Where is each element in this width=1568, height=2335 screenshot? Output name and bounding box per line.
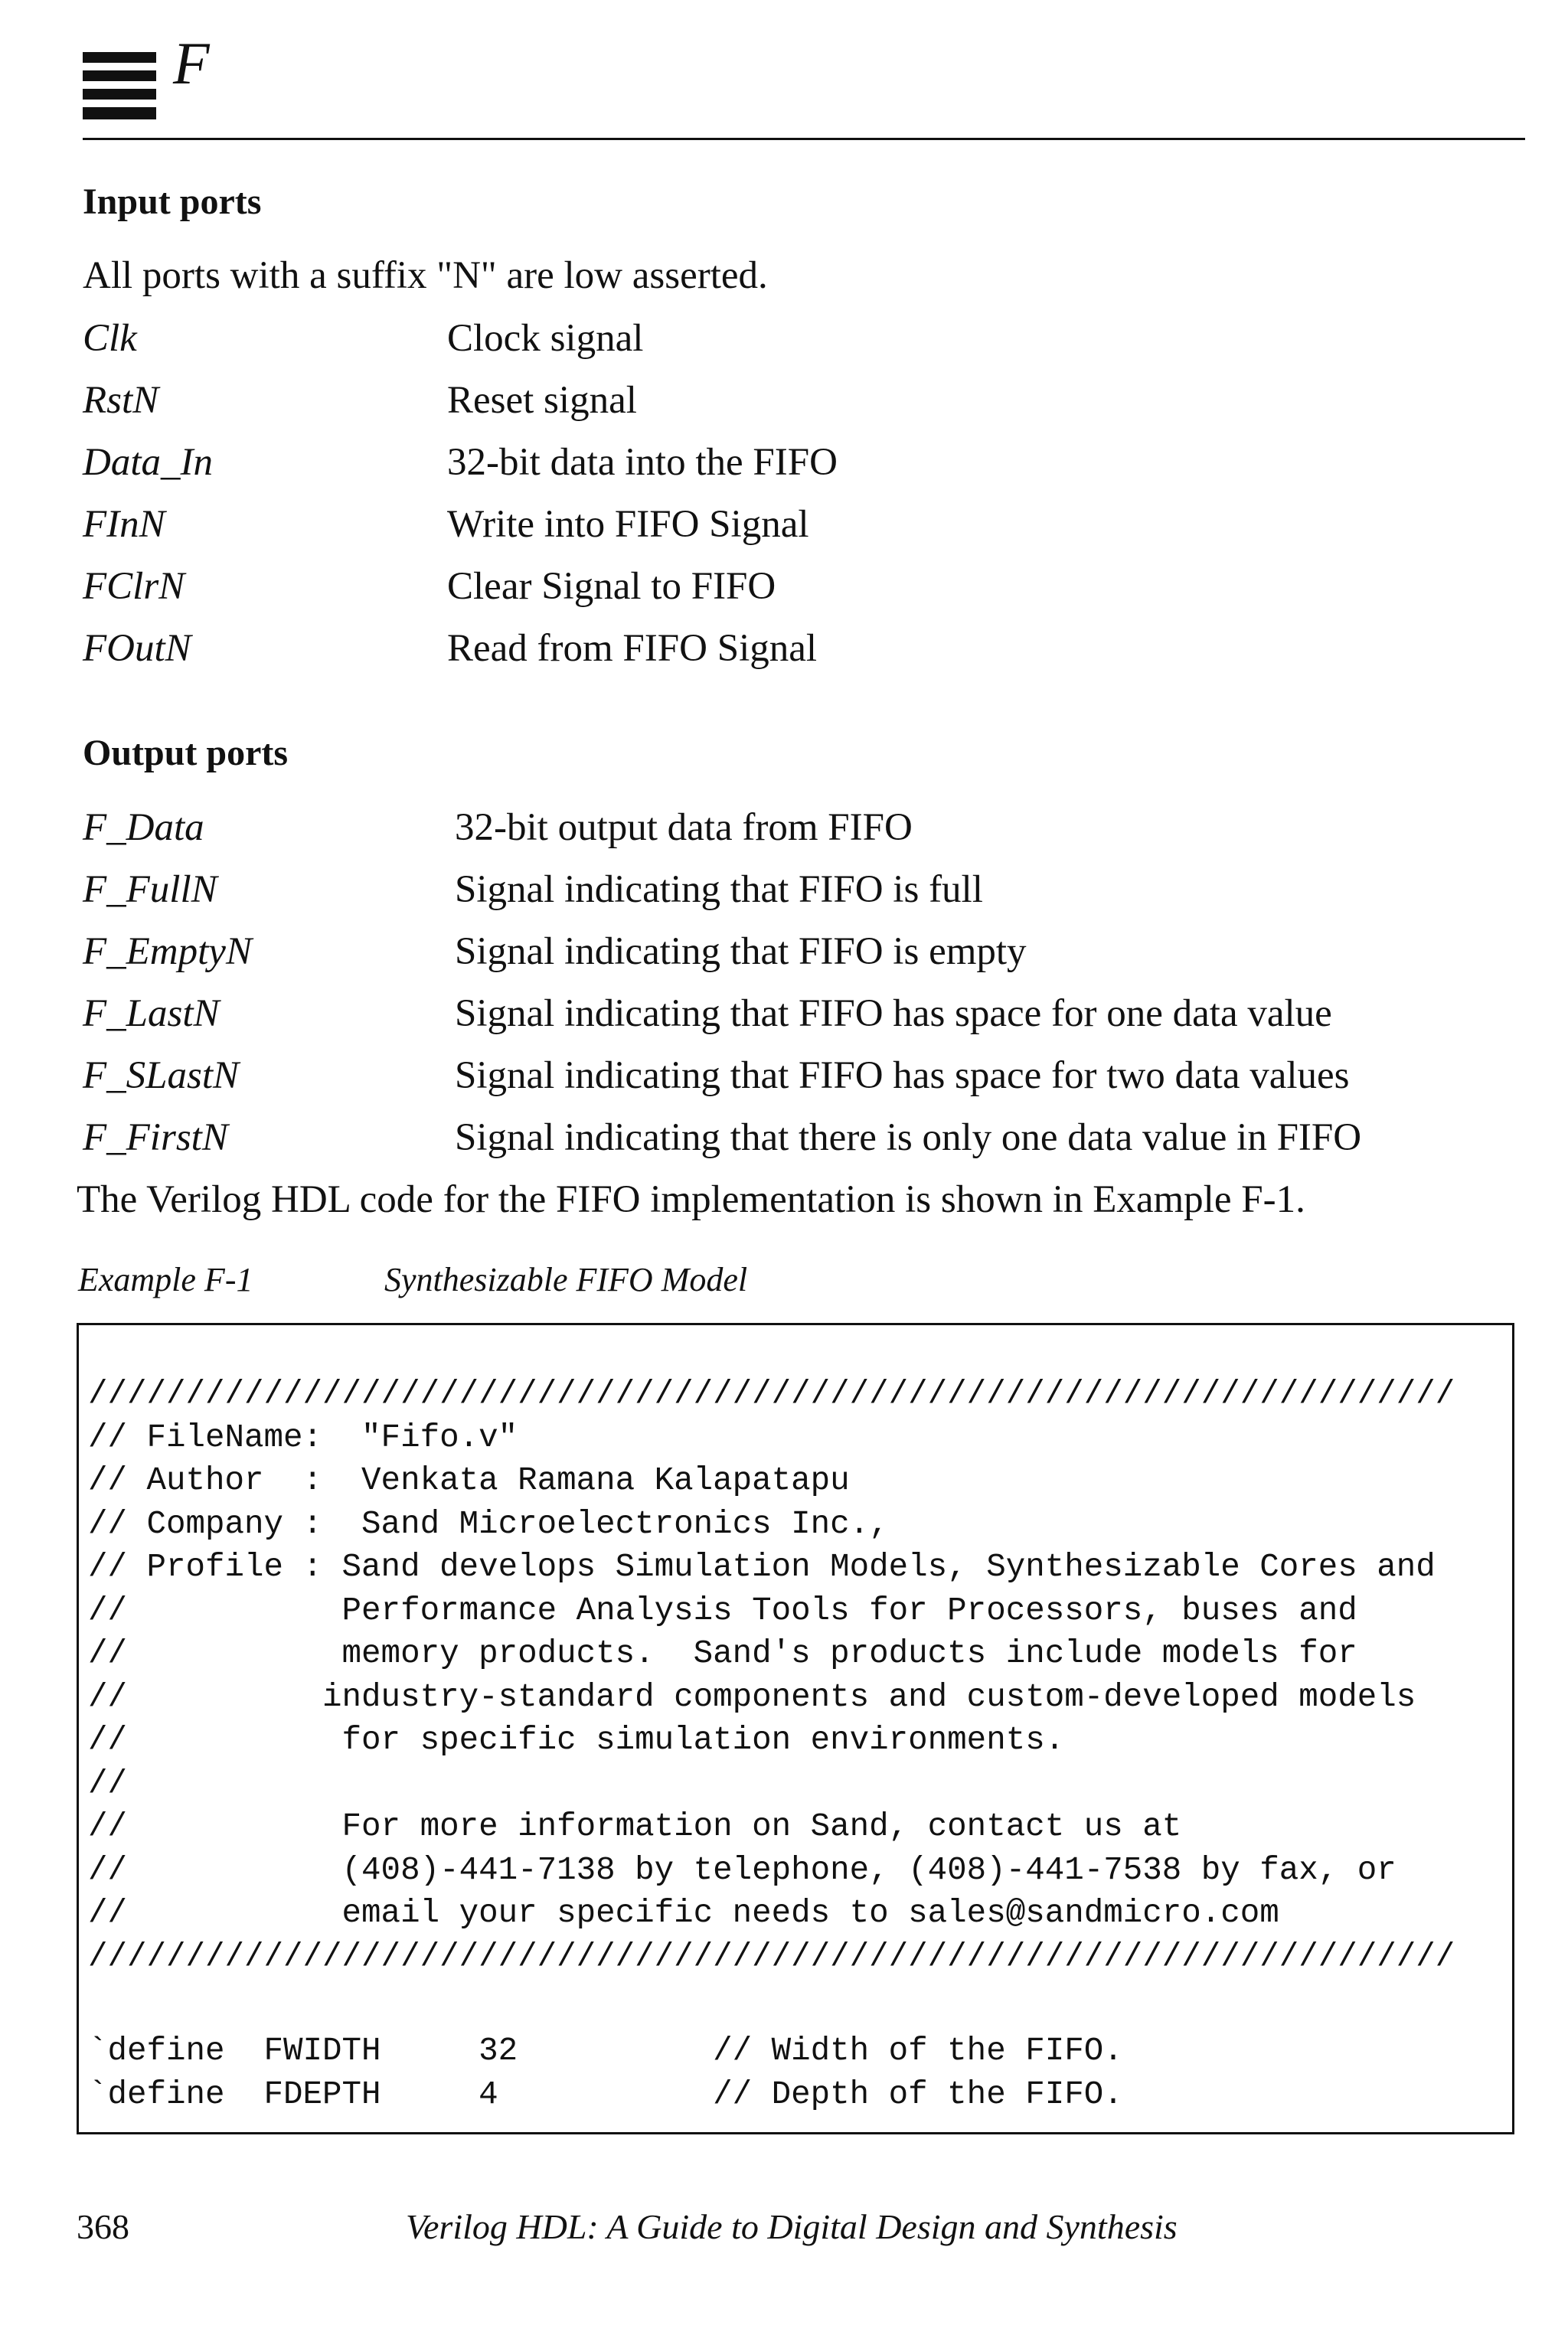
low-asserted-note: All ports with a suffix "N" are low asserted. xyxy=(83,254,768,297)
port-name: F_LastN xyxy=(83,992,220,1035)
running-title: Verilog HDL: A Guide to Digital Design and Synthesis xyxy=(406,2207,1178,2246)
port-name: F_SLastN xyxy=(83,1054,240,1097)
port-description: Clock signal xyxy=(447,317,644,360)
output-ports-heading: Output ports xyxy=(83,733,289,773)
port-description: Signal indicating that FIFO is full xyxy=(455,868,983,911)
port-name: F_FullN xyxy=(83,868,217,911)
port-description: Signal indicating that FIFO is empty xyxy=(455,930,1027,973)
port-name: FClrN xyxy=(83,565,185,608)
example-reference-text: The Verilog HDL code for the FIFO implementation is shown in Example F-1. xyxy=(77,1178,1305,1221)
page-number: 368 xyxy=(77,2207,129,2246)
port-name: F_Data xyxy=(83,806,204,849)
code-header-comment: ////////////////////////////////////////////////////////////////////// // FileName: "Fifo.v" // Author : Venkata Ramana Kalapatapu // Company : Sand Microelectronics Inc., // Profile : Sand develops Simulation Models, Synthesizable Cores and // Performance Analysis Tools for Processors, buses and // memory products. Sand's products include models for // industry-standard components and custom-developed models // for specific simulation environments. // // For more information on Sand, contact us at // (408)-441-7138 by telephone, (408)-441-7538 by fax, or // email your specific needs to sales@sandmicro.com ////////////////////////////////////////////////////////////////////// xyxy=(88,1376,1455,1975)
example-label: Example F-1 xyxy=(78,1261,253,1298)
port-description: Signal indicating that FIFO has space for one data value xyxy=(455,992,1332,1035)
port-description: Reset signal xyxy=(447,379,637,422)
code-defines: `define FWIDTH 32 // Width of the FIFO. `define FDEPTH 4 // Depth of the FIFO. xyxy=(88,2033,1123,2113)
port-name: FOutN xyxy=(83,627,191,670)
port-name: RstN xyxy=(83,379,159,422)
port-description: Read from FIFO Signal xyxy=(447,627,818,670)
chapter-bars-icon xyxy=(83,52,156,121)
port-name: FInN xyxy=(83,503,165,546)
chapter-letter: F xyxy=(173,30,210,96)
input-ports-heading: Input ports xyxy=(83,181,262,222)
port-name: F_FirstN xyxy=(83,1116,228,1159)
port-name: Clk xyxy=(83,317,137,360)
port-description: 32-bit data into the FIFO xyxy=(447,441,838,484)
header-rule xyxy=(83,138,1525,140)
port-description: Signal indicating that there is only one data value in FIFO xyxy=(455,1116,1362,1159)
port-description: 32-bit output data from FIFO xyxy=(455,806,913,849)
port-description: Signal indicating that FIFO has space for two data values xyxy=(455,1054,1350,1097)
code-listing xyxy=(77,1323,1514,2134)
port-description: Clear Signal to FIFO xyxy=(447,565,776,608)
port-name: Data_In xyxy=(83,441,213,484)
port-description: Write into FIFO Signal xyxy=(447,503,809,546)
port-name: F_EmptyN xyxy=(83,930,252,973)
example-title: Synthesizable FIFO Model xyxy=(384,1261,748,1298)
